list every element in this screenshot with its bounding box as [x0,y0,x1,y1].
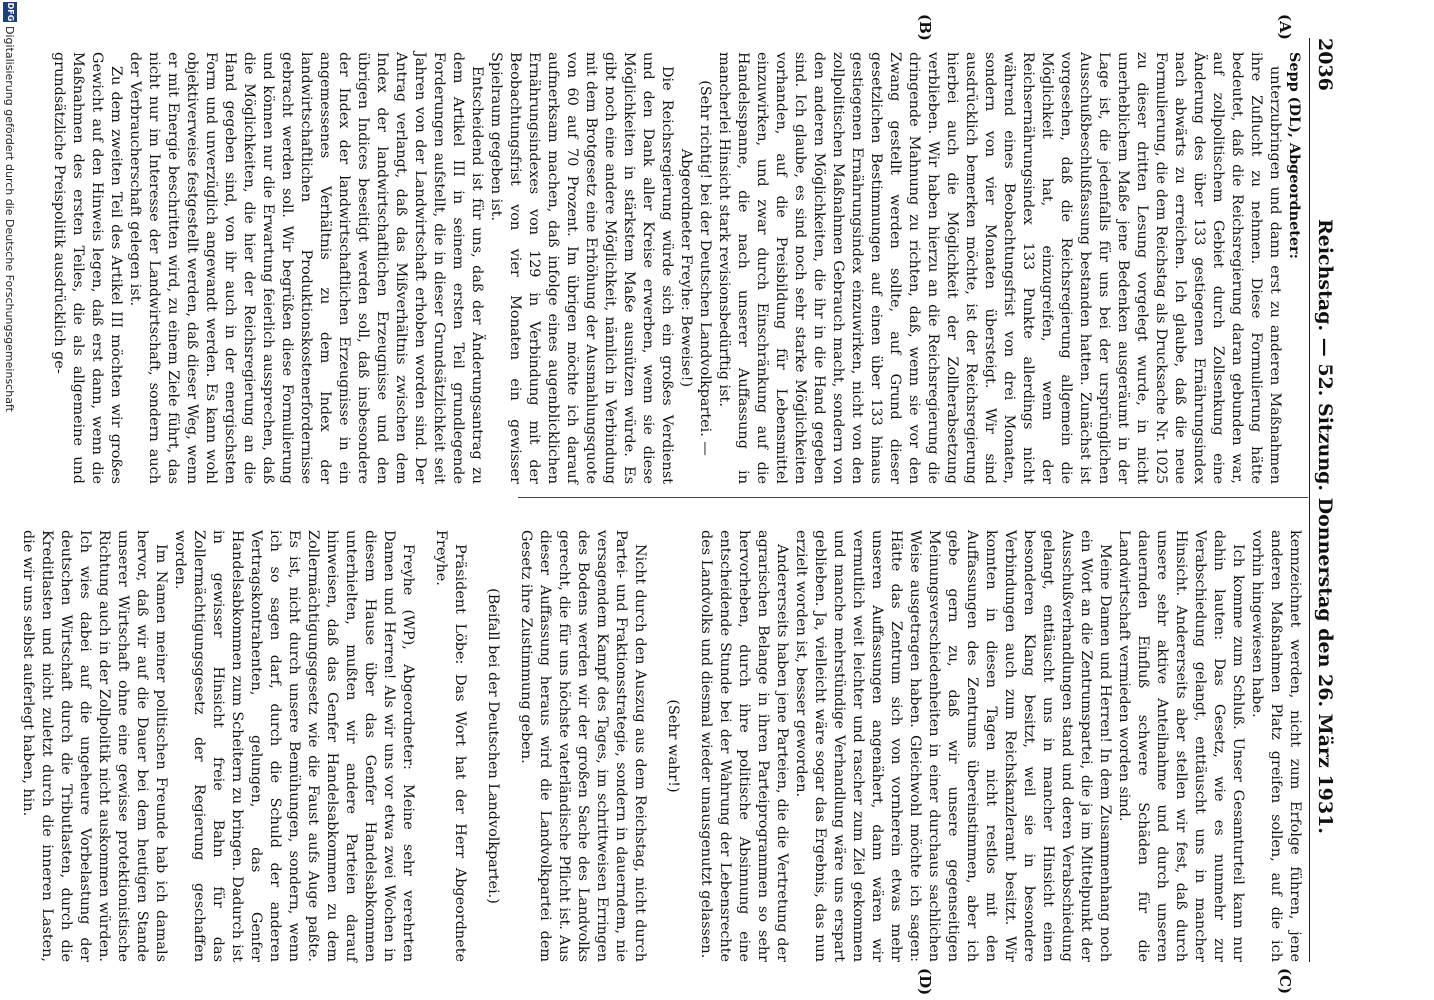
paragraph: Zu dem zweiten Teil des Artikel III möchten wir großes Gewicht auf den Hinweis legen, daß erst dann, wenn die Maßnahmen des ersten Teiles, die als allgemeine und grundsätzliche Preispolitik ausdrücklich ge- [51,52,124,484]
left-column [51,52,1304,484]
paragraph: unterzubringen und dann erst zu anderen Maßnahmen ihre Zuflucht zu nehmen. Diese Formulierung hätte bedeutet, daß die Reichsregierung daran gebunden war, auf zollpolitischem Gebiet durch Zollsenkung eine Änderung des über 133 gestiegenen Ernährungsindex nach abwärts zu erreichen. Ich glaube, daß die neue Formulierung, die dem Reichstag als Drucksache Nr. 1025 zu dieser dritten Lesung vorgelegt wurde, in nicht unerheblichem Maße jene Bedenken ausgeräumt in der Lage ist, die jedenfalls für uns bei der ursprünglichen Ausschußbeschlußfassung bestanden hatten. Zunächst ist vorgesehen, daß die Reichsregierung allgemein die Möglichkeit hat, einzugreifen, wenn der Reichsernährungsindex 133 Punkte allerdings nicht während eines Beobachtungsfrist von drei Monaten, sondern von vier Monaten übersteigt. Wir sind ausdrücklich bemerken möchte, ist der Reichsregierung hierbei auch die Möglichkeit der Zollherabsetzung verblieben. Wir haben hierzu an die Reichsregierung die dringende Mahnung zu richten, daß, wenn sie vor den Zwang gestellt werden sollte, auf Grund dieser gesetzlichen Bestimmungen auf einen über 133 hinaus gestiegenen Ernährungsindex einzuwirken, nicht von den zollpolitischen Maßnahmen Gebrauch macht, sondern von den anderen Möglichkeiten, die ihr in die Hand gegeben sind. Ich glaube, es sind noch sehr starke Möglichkeiten vorhanden, auf die Preisbildung für Lebensmittel einzuwirken, und zwar durch Einschränkung auf die Handelsspanne, die nach unserer Auffassung in mancherlei Hinsicht stark revisionsbedürftig ist. [716,52,1283,484]
interjection: (Beifall bei der Deutschen Landvolkpartei.) [485,588,501,904]
header-rule [1309,38,1310,962]
paragraph: Meine Damen und Herren! In dem Zusammenhang noch ein Wort an die Zentrumspartei, die ja im Mittelpunkt der Ausschußverhandlungen stand und deren Verabschiedung gelangt, enttäuscht uns in mancher Hinsicht einen besonderen Klang besitzt, weil sie in besondere Verbindungen auch zum Reichskanzleramt besitzt. Wir konnten in diesen Tagen nicht restlos mit den Auffassungen des Zentrums übereinstimmen, aber ich gebe gern zu, daß wir unsere gegenseitigen Meinungsverschiedenheiten in einer durchaus sachlichen Weise ausgetragen haben. Gleichwohl möchte ich sagen: Hätte das Zentrum sich von vornherein etwas mehr unseren Auffassungen angenähert, dann wären wir vermutlich weit leichter und rascher zum Ziel gekommen und manche mehrstündige Verhandlung wäre uns erspart geblieben. Ja, vielleicht wäre sogar das Ergebnis, das nun erzielt worden ist, besser geworden. [793,530,1113,962]
column-rule [518,497,1308,498]
paragraph: Nicht durch den Auszug aus dem Reichstag, nicht durch Partei- und Fraktionsstrategie, sondern in dauerndem, nie versagendem Kampf des Tages, im schrittweisen Erringen des Bodens werden wir der großen Sache des Landvolks gerecht, die für uns höchste vaterländische Pflicht ist. Aus dieser Auffassung heraus wird die Landvolkpartei dem Gesetz ihre Zustimmung geben. [518,530,648,962]
margin-marker-a: (A) [1276,14,1294,40]
page-header [1314,38,1336,962]
paragraph: Andererseits haben jene Parteien, die die Vertretung der agrarischen Belange in ihren Parteiprogrammen so sehr hervorheben, durch ihre politische Absinnung eine entscheidende Stunde bei der Wahrung der Lebensrechte des Landvolks und diesmal wieder unausgenutzt gelassen. [698,530,790,962]
speaker-heading [1284,52,1304,484]
dfg-logo: DFG [3,2,17,22]
footer-text: Digitalisierung gefördert durch die Deutsche Forschungsgemeinschaft [3,26,17,412]
interjection: (Sehr richtig! bei der Deutschen Landvolkpartei. — Abgeordneter Freyhe: Beweise!) [678,80,713,456]
speaker-statement: Freyhe (WP), Abgeordneter: Meine sehr verehrten Damen und Herren! Als wir uns vor etwa zwei Wochen in diesem Hause über das Genfer Handelsabkommen unterhielten, mußten wir andere Parteien darauf hinweisen, daß das Genfer Handelsabkommen zu dem Zollermächtigungsgesetz wie die Faust aufs Auge paßte. Es ist, nicht durch unsere Bemühungen, sondern, wenn ich so sagen darf, durch die Schuld der anderen Vertragskontrahenten, gelungen, das Genfer Handelsabkommen zum Scheitern zu bringen. Dadurch ist in gewisser Hinsicht freie Bahn für das Zollermächtigungsgesetz der Regierung geschaffen worden. [172,530,416,962]
page-title: Reichstag. — 52. Sitzung. Donnerstag den 26. März 1931. [1314,218,1336,834]
footer [0,0,20,1000]
paragraph: Entscheidend ist für uns, daß der Änderungsantrag zu dem Artikel III in seinem ersten Teil grundlegende Forderungen aufstellt, die in dieser Grundsätzlichkeit seit Jahren von der Landwirtschaft erhoben worden sind. Der Antrag verlangt, daß das Mißverhältnis zwischen dem Index der landwirtschaftlichen Erzeugnisse und den übrigen Indices beseitigt werden soll, daß insbesondere der Index der landwirtschaftlichen Erzeugnisse in ein angemessenes Verhältnis zu dem Index der landwirtschaftlichen Produktionskostenerfordernisse gebracht werden soll. Wir begrüßen diese Formulierung und können nur die Erwartung feierlich aussprechen, daß die Möglichkeiten, die hier der Reichsregierung an die Hand gegeben sind, von ihr auch in der energischsten Form und unverzüglich angewandt werden. Es kann wohl objektiverweise festgestellt werden, daß dieser Weg, wenn er mit Energie beschritten wird, zu einem Ziele führt, das nicht nur im Interesse der Landwirtschaft, sondern auch der Verbraucherschaft gelegen ist. [127,52,485,484]
president-statement: Präsident Löbe: Das Wort hat der Herr Abgeordnete Freyhe. [433,530,468,962]
page-number: 2036 [1314,38,1336,91]
margin-marker-d: (D) [916,968,934,996]
right-column [20,530,1304,962]
paragraph: Ich komme zum Schluß. Unser Gesamturteil kann nur dahin lauten: Das Gesetz, wie es nunmehr zur Verabschiedung gelangt, enttäuscht uns in mancher Hinsicht. Andererseits aber stellen wir fest, daß durch unsere sehr aktive Anteilnahme und durch unseren dauernden Einfluß schwere Schäden für die Landwirtschaft vermieden worden sind. [1116,530,1246,962]
speaker-name: Sepp (DL), Abgeordneter: [1286,52,1303,259]
paragraph: Im Namen meiner politischen Freunde hab ich damals hervor, daß wir auf die Dauer bei dem heutigen Stande unserer Wirtschaft ohne eine gewisse protektionistische Richtung auch in der Zollpolitik nicht auskommen würden. Ich wies dabei auf die ungeheure Vorbelastung der deutschen Wirtschaft durch die Tributlasten, durch die Kreditlasten und nicht zuletzt durch die inneren Lasten, die wir uns selbst auferlegt haben, hin. [20,530,169,962]
interjection: (Sehr wahr!) [665,699,681,793]
margin-marker-b: (B) [916,14,934,41]
paragraph: kennzeichnet werden, nicht zum Erfolge führen, jene anderen Maßnahmen Platz greifen sollen, auf die ich vorhin hingewiesen habe. [1249,530,1303,962]
margin-marker-c: (C) [1276,968,1294,995]
paragraph: Die Reichsregierung würde sich ein großes Verdienst und den Dank aller Kreise erwerben, wenn sie diese Möglichkeiten in stärkstem Maße ausnützen würde. Es gibt noch eine andere Möglichkeit, nämlich in Verbindung mit dem Brotgesetz eine Erhöhung der Ausmahlungsquote von 60 auf 70 Prozent. Im übrigen möchte ich darauf aufmerksam machen, daß infolge eines augenblicklichen Ernährungsindexes von 129 in Verbindung mit der Beobachtungsfrist von vier Monaten ein gewisser Spielraum gegeben ist. [488,52,675,484]
